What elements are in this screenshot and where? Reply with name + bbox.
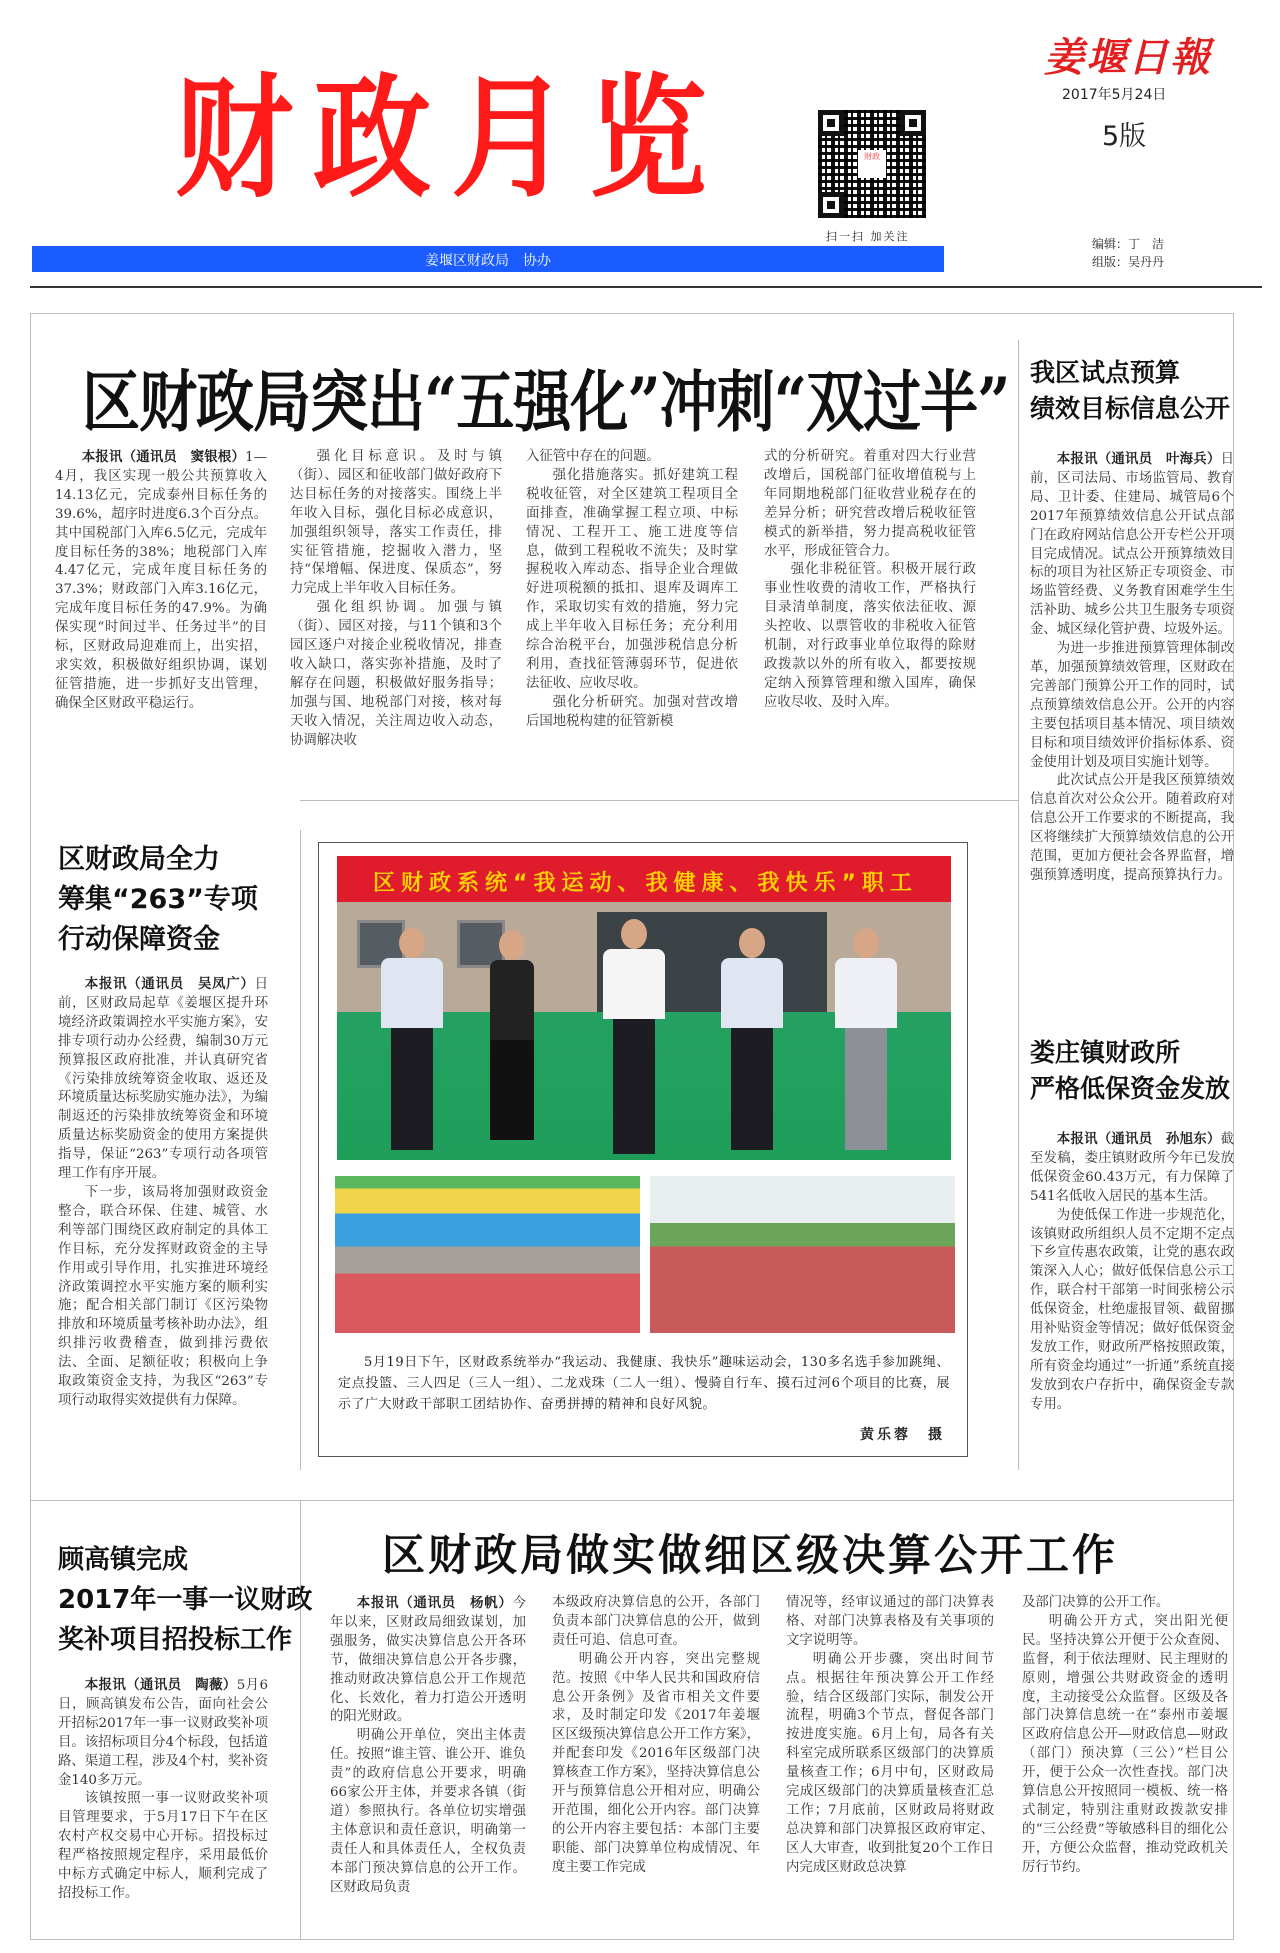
- column-divider: [300, 830, 301, 1470]
- left-article-gugao-headline: 顾高镇完成 2017年一事一议财政 奖补项目招投标工作: [58, 1545, 313, 1655]
- main-article-column-3: [526, 448, 738, 732]
- byline: 本报讯（通讯员 孙旭东）: [1056, 1131, 1221, 1147]
- paragraph: 本级政府决算信息的公开，各部门负责本部门决算信息的公开，做到责任可追、信息可查。: [552, 1595, 760, 1648]
- paragraph: 明确公开内容，突出完整规范。按照《中华人民共和国政府信息公开条例》及省市相关文件要求，及时制定印发《2017年姜堰区区级预决算信息公开工作方案》，并配套印发《2016年区级部门决算核查工作方案》，坚持决算信息公开与预算信息公开相对应，明确公开范围，细化公开内容。部门决算的公开内容主要包括：本部门主要职能、部门决算单位构成情况、年度主要工作完成: [552, 1651, 760, 1875]
- left-article-gugao-body: [58, 1676, 268, 1904]
- paragraph: 为进一步推进预算管理体制改革，加强预算绩效管理，区财政在完善部门预算公开工作的同时，试点预算绩效信息公开。公开的内容主要包括项目基本情况、项目绩效目标和项目绩效评价指标体系、资金使用计划及项目实施计划等。: [1030, 641, 1234, 770]
- paragraph: 本报讯（通讯员 孙旭东）截至发稿，娄庄镇财政所今年已发放低保资金60.43万元，有力保障了541名低收入居民的基本生活。: [1030, 1131, 1234, 1204]
- byline: 本报讯（通讯员 陶薇）: [84, 1677, 237, 1693]
- byline: 本报讯（通讯员 吴凤广）: [84, 976, 255, 992]
- paragraph: 强化措施落实。抓好建筑工程税收征管，对全区建筑工程项目全面排查，准确掌握工程立项、中标情况、工程开工、施工进度等信息，做到工程税收不流失；及时掌握税收入库动态、指导企业合理做好进项税额的抵扣、退库及调库工作，采取切实有效的措施，努力完成上半年收入目标任务；充分利用综合治税平台，加强涉税信息分析利用，查找征管薄弱环节，促进依法征收、应收尽收。: [526, 467, 738, 691]
- side-article-2-body: [1030, 1130, 1234, 1415]
- paragraph: 情况等，经审议通过的部门决算表格、对部门决算表格及有关事项的文字说明等。: [786, 1595, 994, 1648]
- side-article-1-body: [1030, 450, 1234, 886]
- cosponsor-bar: [32, 246, 944, 272]
- paragraph: 本报讯（通讯员 窦银根）1—4月，我区实现一般公共预算收入14.13亿元，完成泰州目标任务的39.6%，超序时进度6.3个百分点。其中国税部门入库6.5亿元，完成年度目标任务的38%；地税部门入库4.47亿元，完成年度目标任务的37.3%；财政部门入库3.16亿元，完成年度目标任务的47.9%。为确保实现“时间过半、任务过半”的目标，区财政局迎难而上，出实招，求实效，积极做好组织协调，谋划征管措施，进一步抓好支出管理，确保全区财政平稳运行。: [55, 449, 267, 711]
- paragraph: 此次试点公开是我区预算绩效信息首次对公众公开。随着政府对信息公开工作要求的不断提高，我区将继续扩大预算绩效信息的公开范围，更加方便社会各界监督，增强预算透明度，提高预算执行力。: [1030, 773, 1234, 883]
- section-divider: [300, 800, 1018, 801]
- paragraph: 明确公开步骤，突出时间节点。根据往年预决算公开工作经验，结合区级部门实际，制发公开流程，明确3个节点，督促各部门按进度实施。6月上旬，局各有关科室完成所联系区级部门的决算质量核查工作；6月中旬，区财政局完成区级部门的决算质量核查汇总工作；7月底前，区财政局将财政总决算和部门决算报区政府审定、区人大审查，收到批复20个工作日内完成区财政总决算: [786, 1651, 994, 1875]
- paragraph: 入征管中存在的问题。: [526, 449, 660, 464]
- credits: [1092, 235, 1164, 271]
- qr-caption: 扫一扫 加关注: [826, 230, 910, 243]
- bottom-article-column-2: [552, 1594, 760, 1878]
- bottom-headline: 区财政局做实做细区级决算公开工作: [382, 1531, 1118, 1581]
- column-divider: [1018, 340, 1019, 1470]
- paragraph: 及部门决算的公开工作。: [1022, 1595, 1170, 1610]
- person: [477, 930, 547, 1140]
- byline: 本报讯（通讯员 窦银根）: [81, 449, 246, 465]
- bottom-article-column-1: [330, 1594, 526, 1898]
- byline: 本报讯（通讯员 叶海兵）: [1056, 451, 1221, 467]
- editor-credit: 编辑：丁 洁: [1092, 237, 1165, 251]
- section-divider: [30, 1500, 1234, 1501]
- masthead-divider: [30, 286, 1262, 288]
- left-article-263-headline: 区财政局全力 筹集“263”专项 行动保障资金: [58, 844, 258, 955]
- qr-code-icon: [818, 110, 926, 218]
- paragraph: 式的分析研究。着重对四大行业营改增后，国税部门征收增值税与上年同期地税部门征收营业税存在的差异分析；研究营改增后税收征管模式的新举措，努力提高税收征管水平，形成征管合力。: [764, 449, 976, 559]
- left-article-263-body: [58, 975, 268, 1411]
- qr-logo: 财政: [858, 150, 886, 178]
- cosponsor-label: 姜堰区财政局 协办: [425, 253, 551, 269]
- main-article-column-2: [290, 448, 502, 751]
- paragraph: 强化非税征管。积极开展行政事业性收费的清收工作，严格执行目录清单制度，落实依法征收、源头控收、以票管收的非税收入征管机制，对行政事业单位取得的除财政拨款以外的所有收入，都要按规定纳入预算管理和缴入国库，确保应收尽收、及时入库。: [764, 562, 976, 710]
- person: [599, 919, 669, 1154]
- person: [831, 928, 901, 1150]
- bottom-article-column-3: [786, 1594, 994, 1878]
- paragraph: 强化目标意识。及时与镇（街）、园区和征收部门做好政府下达目标任务的对接落实。围绕上半年收入目标，强化目标必成意识，加强组织领导，落实工作责任，排实征管措施，挖掘收入潜力，坚持“保增幅、保进度、保质态”，努力完成上半年收入目标任务。: [290, 449, 502, 597]
- qr-finder-icon: [900, 110, 926, 136]
- paragraph: 本报讯（通讯员 叶海兵）日前，区司法局、市场监管局、教育局、卫计委、住建局、城管局6个2017年预算绩效信息公开试点部门在政府网站信息公开专栏公开项目完成情况。试点公开预算绩效目标的项目为社区矫正专项资金、市场监管经费、义务教育困难学生生活补助、城乡公共卫生服务专项资金、城区绿化管护费、垃圾外运。: [1030, 451, 1234, 638]
- paragraph: 为使低保工作进一步规范化，该镇财政所组织人员不定期不定点下乡宣传惠农政策，让党的惠农政策深入人心；做好低保信息公示工作，联合村干部第一时间张榜公示低保资金，杜绝虚报冒领、截留挪用补贴资金等情况；做好低保资金发放工作，财政所严格按照政策，所有资金均通过“一折通”系统直接发放到农户存折中，确保资金专款专用。: [1030, 1207, 1234, 1412]
- paragraph: 强化组织协调。加强与镇（街）、园区对接，与11个镇和3个园区逐户对接企业税收情况，排查收入缺口，落实弥补措施，及时了解存在问题，积极做好服务指导；加强与国、地税部门对接，核对每天收入情况，关注周边收入动态，协调解决收: [290, 600, 502, 748]
- photo-banner: 区财政系统“我运动、我健康、我快乐”职工: [337, 856, 951, 902]
- person: [717, 928, 787, 1150]
- paragraph: 本报讯（通讯员 杨帆）今年以来，区财政局细致谋划，加强服务，做实决算信息公开各环节，做细决算信息公开各步骤，推动财政决算信息公开工作规范化、长效化，着力打造公开透明的阳光财政。: [330, 1595, 526, 1725]
- paragraph: 明确公开单位，突出主体责任。按照“谁主管、谁公开、谁负责”的政府信息公开要求，明确66家公开主体，并要求各镇（街道）参照执行。各单位切实增强主体意识和责任意识，明确第一责任人和具体责任人，全权负责本部门预决算信息的公开工作。区财政局负责: [330, 1728, 526, 1895]
- qr-finder-icon: [818, 192, 844, 218]
- issue-date: 2017年5月24日: [1062, 87, 1167, 103]
- paragraph: 本报讯（通讯员 陶薇）5月6日，顾高镇发布公告，面向社会公开招标2017年一事一议财政奖补项目。该招标项目分4个标段，包括道路、渠道工程，涉及4个村，奖补资金140多万元。: [58, 1677, 269, 1788]
- main-article-column-1: [55, 448, 267, 714]
- main-headline: 区财政局突出“五强化”冲刺“双过半”: [82, 362, 1010, 442]
- edition-number: 5版: [1102, 121, 1147, 152]
- three-legged-race-photo: [650, 1176, 955, 1333]
- side-article-2-headline: 娄庄镇财政所 严格低保资金发放: [1030, 1038, 1231, 1103]
- paragraph: 该镇按照一事一议财政奖补项目管理要求，于5月17日下午在区农村产权交易中心开标。招投标过程严格按照规定程序，采用最低价中标方式确定中标人，顺利完成了招投标工作。: [58, 1791, 268, 1901]
- layout-credit: 组版：吴丹丹: [1092, 255, 1165, 269]
- main-article-column-4: [764, 448, 976, 713]
- photo-caption: 5月19日下午，区财政系统举办“我运动、我健康、我快乐”趣味运动会，130多名选手参加跳绳、定点投篮、三人四足（三人一组）、二龙戏珠（二人一组）、慢骑自行车、摸石过河6个项目的比赛，展示了广大财政干部职工团结协作、奋勇拼搏的精神和良好风貌。: [338, 1355, 950, 1412]
- main-photo: [337, 856, 951, 1160]
- paragraph: 下一步，该局将加强财政资金整合，联合环保、住建、城管、水利等部门围绕区政府制定的具体工作目标，充分发挥财政资金的主导作用或引导作用，扎实推进环境经济政策调控水平实施方案的顺利实施；配合相关部门制订《区污染物排放和环境质量考核补助办法》，组织排污收费稽查，做到排污费依法、全面、足额征收；积极向上争取政策资金支持，为我区“263”专项行动取得实效提供有力保障。: [58, 1184, 268, 1408]
- bottom-article-column-4: [1022, 1594, 1228, 1878]
- qr-finder-icon: [818, 110, 844, 136]
- paragraph: 强化分析研究。加强对营改增后国地税构建的征管新模: [526, 694, 738, 729]
- paragraph: 明确公开方式，突出阳光便民。坚持决算公开便于公众查阅、监督，利于依法理财、民主理财的原则，增强公共财政资金的透明度，主动接受公众监督。区级及各部门决算信息统一在“泰州市姜堰区政府信息公开—财政信息—财政（部门）预决算（三公）”栏目公开，便于公众一次性查找。部门决算信息公开按照同一模板、统一格式制定，特别注重财政拨款安排的“三公经费”等敏感科目的细化公开，方便公众监督，推动党政机关厉行节约。: [1022, 1613, 1228, 1875]
- bicycle-race-photo: [335, 1176, 640, 1333]
- section-title: 财政月览: [175, 60, 728, 216]
- paragraph: 本报讯（通讯员 吴凤广）日前，区财政局起草《姜堰区提升环境经济政策调控水平实施方案》，安排专项行动办公经费，编制30万元预算报区政府批准，并认真研究省《污染排放统筹资金收取、返还及环境质量达标奖励实施办法》，为编制返还的污染排放统筹资金和环境质量达标奖励资金的使用方案提供指导，保证“263”专项行动各项管理工作有序开展。: [58, 976, 268, 1182]
- byline: 本报讯（通讯员 杨帆）: [356, 1595, 513, 1611]
- newspaper-logo: 姜堰日報: [1044, 34, 1212, 81]
- photo-credit: 黄乐蓉 摄: [860, 1427, 945, 1443]
- person: [377, 928, 447, 1150]
- side-article-1-headline: 我区试点预算 绩效目标信息公开: [1030, 358, 1231, 423]
